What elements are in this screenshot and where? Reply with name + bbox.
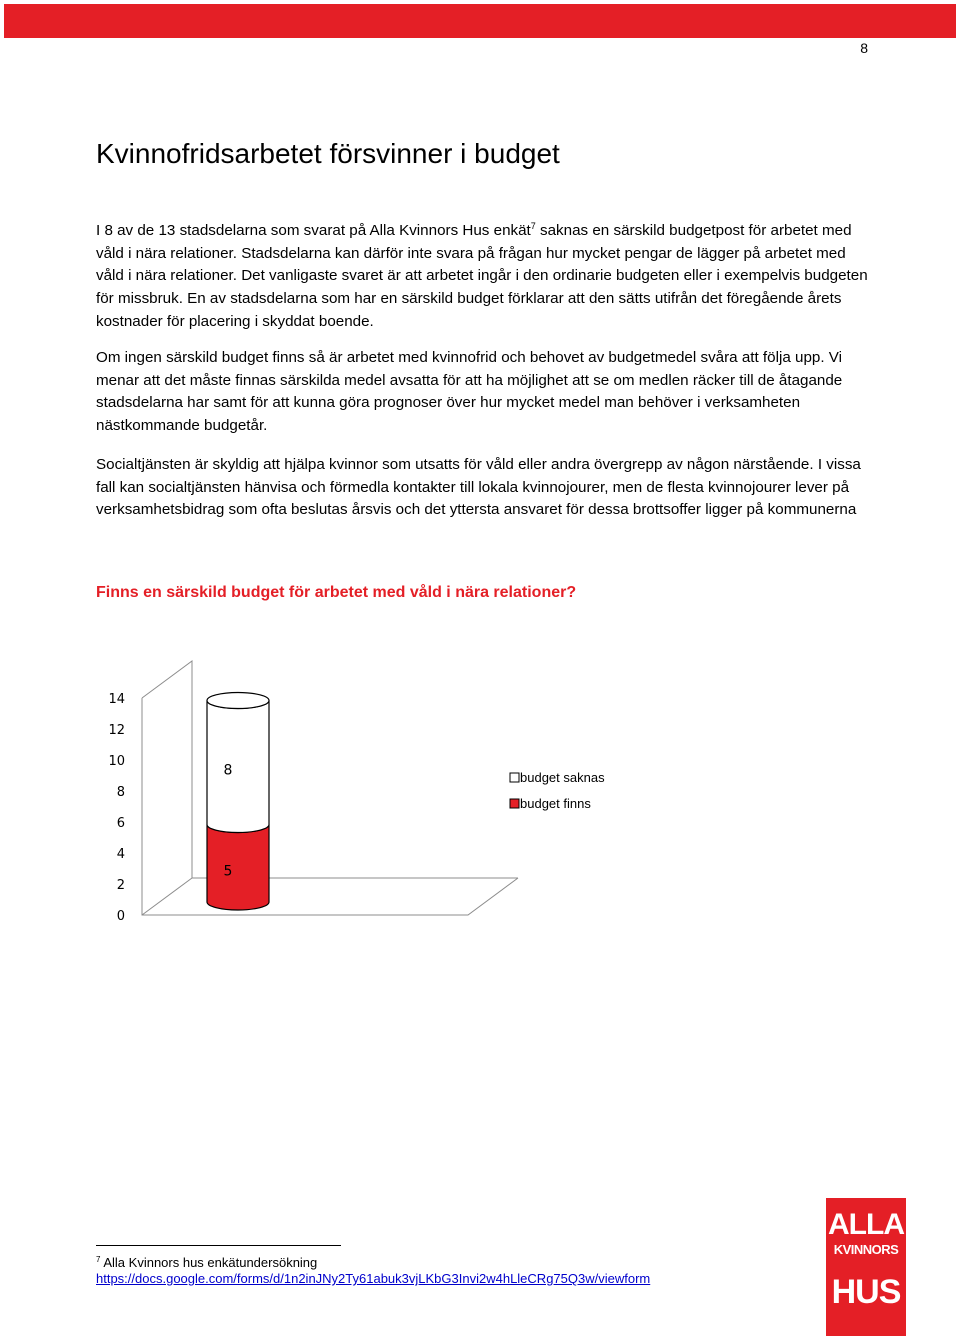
y-tick-label: 12 — [108, 723, 125, 738]
chart-floor-edge — [142, 878, 192, 915]
footnote-ref[interactable]: 7 — [530, 221, 536, 231]
logo-line-2: KVINNORS — [833, 1242, 899, 1257]
legend-swatch-budget-saknas — [510, 773, 519, 782]
alla-kvinnors-hus-logo — [826, 1198, 906, 1336]
y-tick-label: 8 — [116, 785, 125, 800]
budget-chart — [0, 640, 700, 940]
footnote-divider — [96, 1245, 341, 1246]
y-tick-label: 2 — [116, 878, 125, 893]
page-number: 8 — [860, 40, 868, 56]
logo-line-1: ALLA — [828, 1208, 904, 1241]
legend-label-budget-saknas: budget saknas — [520, 770, 605, 785]
footnote-number: 7 — [96, 1255, 101, 1264]
footnote-link[interactable]: https://docs.google.com/forms/d/1n2inJNy2Ty61abuk3vjLKbG3Invi2w4hLleCRg75Q3w/viewform — [96, 1271, 651, 1286]
paragraph-1-start: I 8 av de 13 stadsdelarna som svarat på Alla Kvinnors Hus enkät — [96, 222, 531, 239]
chart-back-wall — [142, 661, 518, 878]
paragraph-2: Om ingen särskild budget finns så är arbetet med kvinnofrid och behovet av budgetmedel svåra att följa upp. Vi menar att det måste finnas särskilda medel avsatta för att ha möjlighet att se om medlen räcker till de åtagande stadsdelarna har samt för att kunna göra prognoser över hur mycket medel man behöver i verksamheten nästkommande budgetår. — [96, 349, 843, 435]
chart-floor — [142, 698, 518, 915]
paragraph-1 — [96, 215, 871, 334]
footnote-text: Alla Kvinnors hus enkätundersökning — [103, 1255, 318, 1270]
legend-swatch-budget-finns — [510, 799, 519, 808]
cylinder-segment-budget-saknas — [207, 701, 269, 833]
y-tick-label: 10 — [108, 754, 125, 769]
cylinder-segment-budget-finns — [207, 825, 269, 910]
top-accent-bar — [4, 4, 956, 38]
cylinder-top — [207, 693, 269, 709]
legend-label-budget-finns: budget finns — [520, 796, 591, 811]
y-tick-label: 4 — [116, 847, 125, 862]
data-label-budget-saknas: 8 — [223, 762, 233, 779]
paragraph-1-rest: saknas en särskild budgetpost för arbetet med våld i nära relationer. Stadsdelarna kan därför inte svara på frågan hur mycket pengar de lägger på arbetet med våld i nära relationer. Det vanligaste svaret är att arbetet ingår i den ordinarie budgeten eller i exempelvis budgeten för missbruk. En av stadsdelarna som har en särskild budget förklarar att den sätts utifrån det föregående årets kostnader för placering i skyddat boende. — [96, 222, 868, 330]
footnote — [96, 1252, 650, 1287]
y-tick-label: 6 — [116, 816, 125, 831]
page-title: Kvinnofridsarbetet försvinner i budget — [96, 138, 560, 169]
y-tick-label: 14 — [108, 692, 125, 707]
logo-line-3: HUS — [831, 1273, 901, 1311]
data-label-budget-finns: 5 — [223, 863, 233, 880]
y-tick-label: 0 — [116, 909, 125, 924]
paragraph-3: Socialtjänsten är skyldig att hjälpa kvinnor som utsatts för våld eller andra övergrepp av någon närstående. I vissa fall kan socialtjänsten hänvisa och förmedla kontakter till lokala kvinnojourer, men de flesta kvinnojourer lever på verksamhetsbidrag som ofta beslutas årsvis och det yttersta ansvaret för dessa brottsoffer ligger på kommunerna — [96, 456, 861, 519]
chart-heading: Finns en särskild budget för arbetet med våld i nära relationer? — [96, 584, 577, 601]
